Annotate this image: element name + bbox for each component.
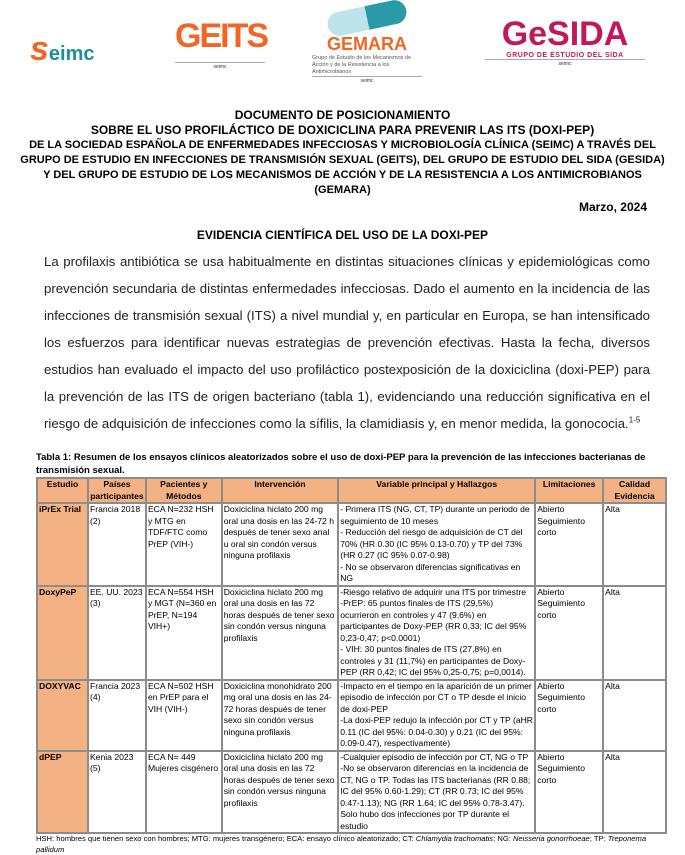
document-date: Marzo, 2024: [578, 200, 647, 214]
table-cell: -Riesgo relativo de adquirir una ITS por trimestre -PrEP: 65 puntos finales de ITS (29,5%) ocurrieron en controles y 47 (9,6%) en participantes de Doxy-PEP (RR 0,33; IC del 95% 0,23-0,47; p<0.0001) - VIH: 30 puntos finales de ITS (27,8%) en controles y 31 (11,7%) en participantes de Doxy-PEP (RR 0,42; IC del 95% 0,25-0,75; p=0,0014).: [338, 586, 535, 680]
table-cell: EE. UU. 2023 (3): [88, 586, 146, 680]
table-cell: Kenia 2023 (5): [88, 751, 146, 834]
table-cell: -Impacto en el tiempo en la aparición de un primer episodio de infección por CT o TP desde el inicio de doxi-PEP -La doxi-PEP redujo la infección por CT y TP (aHR 0.11 (IC del 95%: 0.04-0.30) y 0.21 (IC del 95%: 0.09-0.47), respectivamente): [338, 680, 535, 751]
reference-superscript: 1-5: [628, 415, 641, 425]
gemara-logo-subtitle: Grupo de Estudio de los Mecanismos de Acción y de la Resistencia a los Antimicrobianos: [312, 55, 412, 75]
column-header: Intervención: [222, 478, 339, 503]
table-cell: Doxiciclina hiclato 200 mg oral una dosis en las 72 horas después de tener sexo sin condón versus ninguna profilaxis: [222, 586, 339, 680]
column-header: Limitaciones: [535, 478, 603, 503]
paragraph-text: La profilaxis antibiótica se usa habitualmente en distintas situaciones clínicas y epidemiológicas como prevención secundaria de distintas enfermedades infecciosas. Dado el aumento en la incidencia de las infecciones de transmisión sexual (ITS) a nivel mundial y, en particular en Europa, se han intensificado los esfuerzos para identificar nuevas estrategias de prevención efectivas. Hasta la fecha, diversos estudios han evaluado el impacto del uso profiláctico postexposición de la doxiciclina (doxi-PEP) para la prevención de las ITS de origen bacteriano (tabla 1), evidenciando una reducción significativa en el riesgo de adquisición de infecciones como la sífilis, la clamidiasis y, en menor medida, la gonococia.: [44, 254, 650, 431]
footnote-ng: Neisseria gonorrhoeae: [512, 834, 590, 843]
table-cell: Abierto Seguimiento corto: [535, 680, 603, 751]
footnote-ng-label: ; NG:: [493, 834, 513, 843]
table-cell: Alta: [603, 751, 666, 834]
geits-logo: [175, 10, 268, 70]
trials-table: [36, 477, 667, 834]
document-body: [0, 104, 685, 855]
column-header: Calidad Evidencia: [603, 478, 666, 503]
document-title: DOCUMENTO DE POSICIONAMIENTO: [234, 108, 451, 122]
table-cell: ECA N=554 HSH y MGT (N=360 en PrEP, N=194 VIH+): [146, 586, 222, 680]
table-cell: dPEP: [37, 751, 88, 834]
gesida-logo-org: seimc: [485, 59, 645, 67]
table-row: [37, 586, 666, 680]
table-row: [37, 751, 666, 834]
table-cell: DoxyPeP: [37, 586, 88, 680]
gemara-logo-org: seimc: [312, 76, 422, 84]
column-header: Pacientes y Métodos: [146, 478, 222, 503]
table-cell: Abierto Seguimiento corto: [535, 503, 603, 586]
capsule-icon: [325, 0, 408, 38]
geits-logo-name: GEITS: [175, 17, 268, 55]
table-cell: Francia 2018 (2): [88, 503, 146, 586]
table-cell: Doxiciclina monohidrato 200 mg oral una dosis en las 24-72 horas después de tener sexo sin condón versus ninguna profilaxis: [222, 680, 339, 751]
document-authors: DE LA SOCIEDAD ESPAÑOLA DE ENFERMEDADES INFECCIOSAS Y MICROBIOLOGÍA CLÍNICA (SEIMC) A TRAVÉS DEL GRUPO DE ESTUDIO EN INFECCIONES DE TRANSMISIÓN SEXUAL (GEITS), DEL GRUPO DE ESTUDIO DEL SIDA (GESIDA) Y DEL GRUPO DE ESTUDIO DE LOS MECANISMOS DE ACCIÓN Y DE LA RESISTENCIA A LOS ANTIMICROBIANOS (GEMARA): [20, 139, 665, 196]
table-cell: Doxiciclina hiclato 200 mg oral una dosis en las 72 horas después de tener sexo sin condón versus ninguna profilaxis: [222, 751, 339, 834]
table-cell: -Cualquier episodio de infección por CT, NG o TP -No se observaron diferencias en la incidencia de CT, NG o TP. Todas las ITS bacterianas (RR 0.88; IC del 95% 0.60-1.29); CT (RR 0.73; IC del 95% 0.47-1.13); NG (RR 1.64; IC del 95% 0.78-3.47). Solo hubo dos infecciones por TP durante el estudio: [338, 751, 535, 834]
logo-bar: [0, 0, 685, 104]
table-cell: Abierto Seguimiento corto: [535, 586, 603, 680]
table-row: [37, 503, 666, 586]
table-cell: Alta: [603, 503, 666, 586]
seimc-logo-s: s: [30, 30, 49, 68]
column-header: Variable principal y Hallazgos: [338, 478, 535, 503]
column-header: Países participantes: [88, 478, 146, 503]
footnote-tp-label: ; TP:: [589, 834, 608, 843]
column-header: Estudio: [37, 478, 88, 503]
gesida-logo-subtitle: GRUPO DE ESTUDIO DEL SIDA: [506, 52, 624, 59]
table-cell: ECA N=232 HSH y MTG en TDF/FTC como PrEP (VIH-): [146, 503, 222, 586]
footnote-text: HSH: hombres que tienen sexo con hombres; MTG: mujeres transgénero; ECA: ensayo clínico aleatorizado; CT:: [36, 834, 416, 843]
table-header-row: [37, 478, 666, 503]
table-cell: ECA N= 449 Mujeres cisgénero: [146, 751, 222, 834]
table-cell: Francia 2023 (4): [88, 680, 146, 751]
document-subtitle: SOBRE EL USO PROFILÁCTICO DE DOXICICLINA PARA PREVENIR LAS ITS (DOXI-PEP): [90, 123, 595, 137]
table-cell: ECA N=502 HSH en PrEP para el VIH (VIH-): [146, 680, 222, 751]
table-footnote: [36, 834, 676, 855]
table-cell: - Primera ITS (NG, CT, TP) durante un periodo de seguimiento de 10 meses - Reducción del riesgo de adquisición de CT del 70% (HR 0.30 (IC 95% 0.13-0.70) y TP del 73% (HR 0.27 (IC 95% 0.07-0.98) - No se observaron diferencias significativas en NG: [338, 503, 535, 586]
gemara-logo: [312, 6, 422, 84]
seimc-logo: [30, 30, 95, 69]
table-cell: iPrEx Trial: [37, 503, 88, 586]
gemara-logo-name: GEMARA: [327, 34, 407, 54]
table-cell: Doxiciclina hiclato 200 mg oral una dosis en las 24-72 h después de tener sexo anal u oral sin condón versus ninguna profilaxis: [222, 503, 339, 586]
section-title: EVIDENCIA CIENTÍFICA DEL USO DE LA DOXI-PEP: [196, 228, 489, 242]
footnote-ct: Chlamydia trachomatis: [415, 834, 494, 843]
geits-logo-org: seimc: [175, 62, 265, 70]
table-cell: Abierto Seguimiento corto: [535, 751, 603, 834]
body-paragraph: [44, 248, 650, 437]
table-row: [37, 680, 666, 751]
table-cell: Alta: [603, 586, 666, 680]
gesida-logo-name: GeSIDA: [501, 15, 629, 53]
table-cell: Alta: [603, 680, 666, 751]
table-cell: DOXYVAC: [37, 680, 88, 751]
table-caption: Tabla 1: Resumen de los ensayos clínicos aleatorizados sobre el uso de doxi-PEP para la prevención de las infecciones bacterianas de transmisión sexual.: [36, 452, 646, 476]
seimc-logo-text: eimc: [48, 43, 95, 65]
footnote-tp: Treponema pallidum: [36, 834, 647, 854]
gesida-logo: [485, 16, 645, 67]
